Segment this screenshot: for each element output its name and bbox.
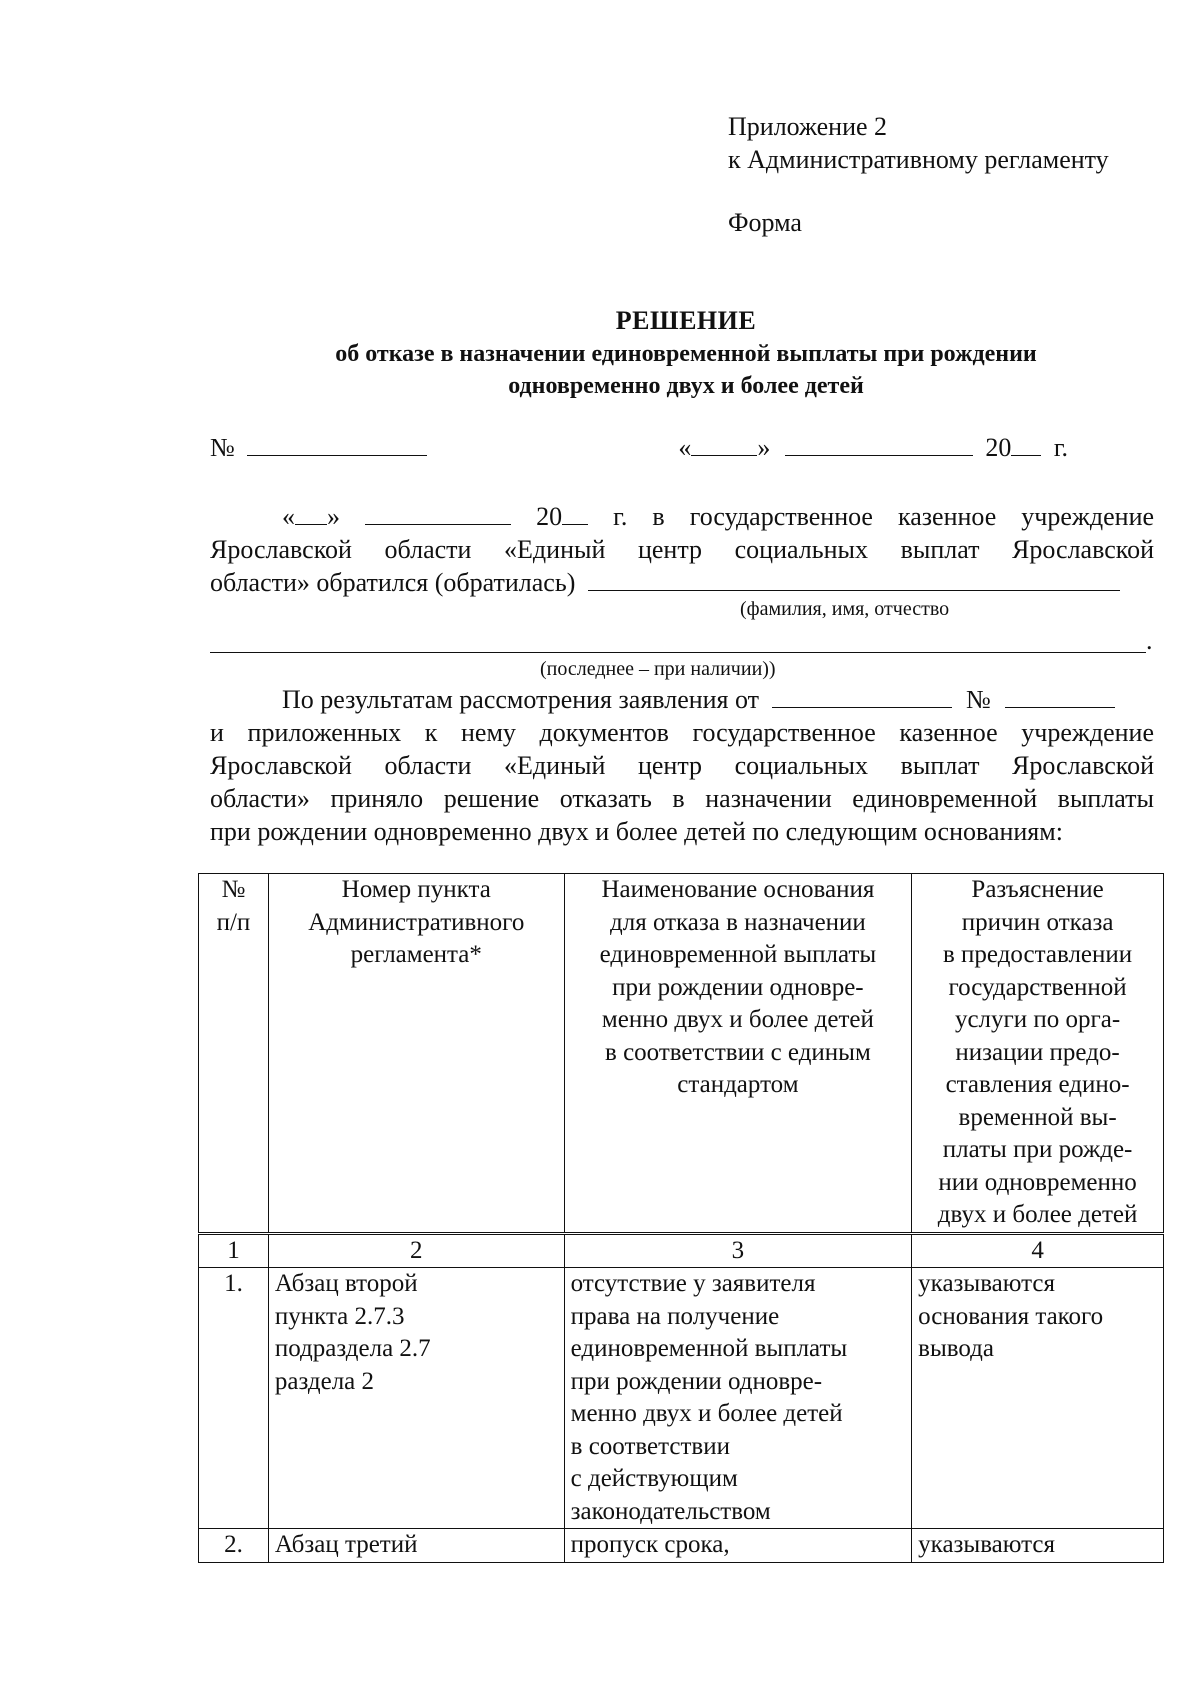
row-ground: пропуск срока, [564, 1529, 912, 1563]
form-label: Форма [728, 208, 802, 237]
header-cell-clause: Номер пункта Административного регламента* [268, 874, 564, 1234]
date-year-suffix: г. [1053, 433, 1069, 462]
application-date-field[interactable] [772, 707, 952, 708]
header-cell-number: № п/п [199, 874, 269, 1234]
row-clause: Абзац второй пункта 2.7.3 подраздела 2.7 раздела 2 [268, 1268, 564, 1529]
application-number-field[interactable] [1005, 707, 1115, 708]
date-year-field[interactable] [1011, 455, 1041, 456]
intro-line-1 [210, 500, 1154, 533]
header-cell-explanation: Разъяснение причин отказа в предоставлении государственной услуги по орга- низации предо- ставления едино- временной вы- платы при рожде- нии одновременно двух и более детей [912, 874, 1164, 1234]
row-number: 1. [199, 1268, 269, 1529]
decision-line-5: при рождении одновременно двух и более детей по следующим основаниям: [210, 817, 1063, 846]
intro-line-1-text: г. в государственное казенное учреждение [613, 502, 1155, 531]
intro-quote-close: » [327, 502, 340, 531]
application-number-sign: № [966, 685, 991, 714]
table-row [199, 1268, 1164, 1529]
header-cell-ground: Наименование основания для отказа в назначении единовременной выплаты при рождении одновре- менно двух и более детей в соответствии с единым стандартом [564, 874, 912, 1234]
intro-quote-open: « [282, 502, 295, 531]
applicant-name-continuation-field[interactable] [210, 628, 1146, 653]
line-end-dot: . [1146, 626, 1153, 655]
grounds-table [198, 873, 1164, 1563]
intro-day-field[interactable] [295, 524, 327, 525]
appendix-line-2: к Административному регламенту [728, 145, 1109, 174]
row-explanation: указываются основания такого вывода [912, 1268, 1164, 1529]
intro-line-2: Ярославской области «Единый центр социальных выплат Ярославской [210, 535, 1154, 564]
table-column-numbers-row [199, 1233, 1164, 1268]
decision-paragraph [210, 683, 1154, 848]
table-header-row [199, 874, 1164, 1234]
decision-line-1-text: По результатам рассмотрения заявления от [282, 685, 760, 714]
row-number: 2. [199, 1529, 269, 1563]
column-number-2: 2 [268, 1233, 564, 1268]
document-title: РЕШЕНИЕ [615, 306, 757, 335]
hint-full-name: (фамилия, имя, отчество [740, 598, 950, 620]
intro-year-prefix: 20 [536, 502, 563, 531]
decision-line-1 [210, 683, 1154, 716]
hint-patronymic: (последнее – при наличии)) [540, 658, 776, 680]
decision-line-3: Ярославской области «Единый центр социальных выплат Ярославской [210, 751, 1154, 780]
date-quote-open: « [678, 433, 692, 462]
date-year-prefix: 20 [985, 433, 1012, 462]
decision-line-2: и приложенных к нему документов государственное казенное учреждение [210, 718, 1154, 747]
date-month-field[interactable] [785, 455, 973, 456]
document-subtitle [0, 338, 1200, 402]
intro-paragraph [210, 500, 1154, 599]
decision-number-field[interactable] [247, 455, 427, 456]
intro-month-field[interactable] [365, 524, 511, 525]
intro-year-field[interactable] [562, 524, 588, 525]
appendix-line-1: Приложение 2 [728, 112, 888, 141]
intro-line-3 [210, 566, 1154, 599]
date-quote-close: » [757, 433, 771, 462]
row-clause: Абзац третий [268, 1529, 564, 1563]
subtitle-line-2: одновременно двух и более детей [508, 373, 864, 399]
column-number-1: 1 [199, 1233, 269, 1268]
date-day-field[interactable] [691, 455, 757, 456]
number-sign: № [210, 433, 235, 462]
column-number-4: 4 [912, 1233, 1164, 1268]
column-number-3: 3 [564, 1233, 912, 1268]
row-ground: отсутствие у заявителя права на получение единовременной выплаты при рождении одновре- менно двух и более детей в соответствии с действующим законодательством [564, 1268, 912, 1529]
applicant-name-field[interactable] [588, 590, 1120, 591]
appendix-reference [728, 110, 1109, 176]
table-row [199, 1529, 1164, 1563]
intro-line-3-text: области» обратился (обратилась) [210, 568, 576, 597]
decision-line-4: области» приняло решение отказать в назначении единовременной выплаты [210, 784, 1154, 813]
number-date-line [210, 433, 1068, 463]
row-explanation: указываются [912, 1529, 1164, 1563]
subtitle-line-1: об отказе в назначении единовременной выплаты при рождении [335, 341, 1037, 367]
